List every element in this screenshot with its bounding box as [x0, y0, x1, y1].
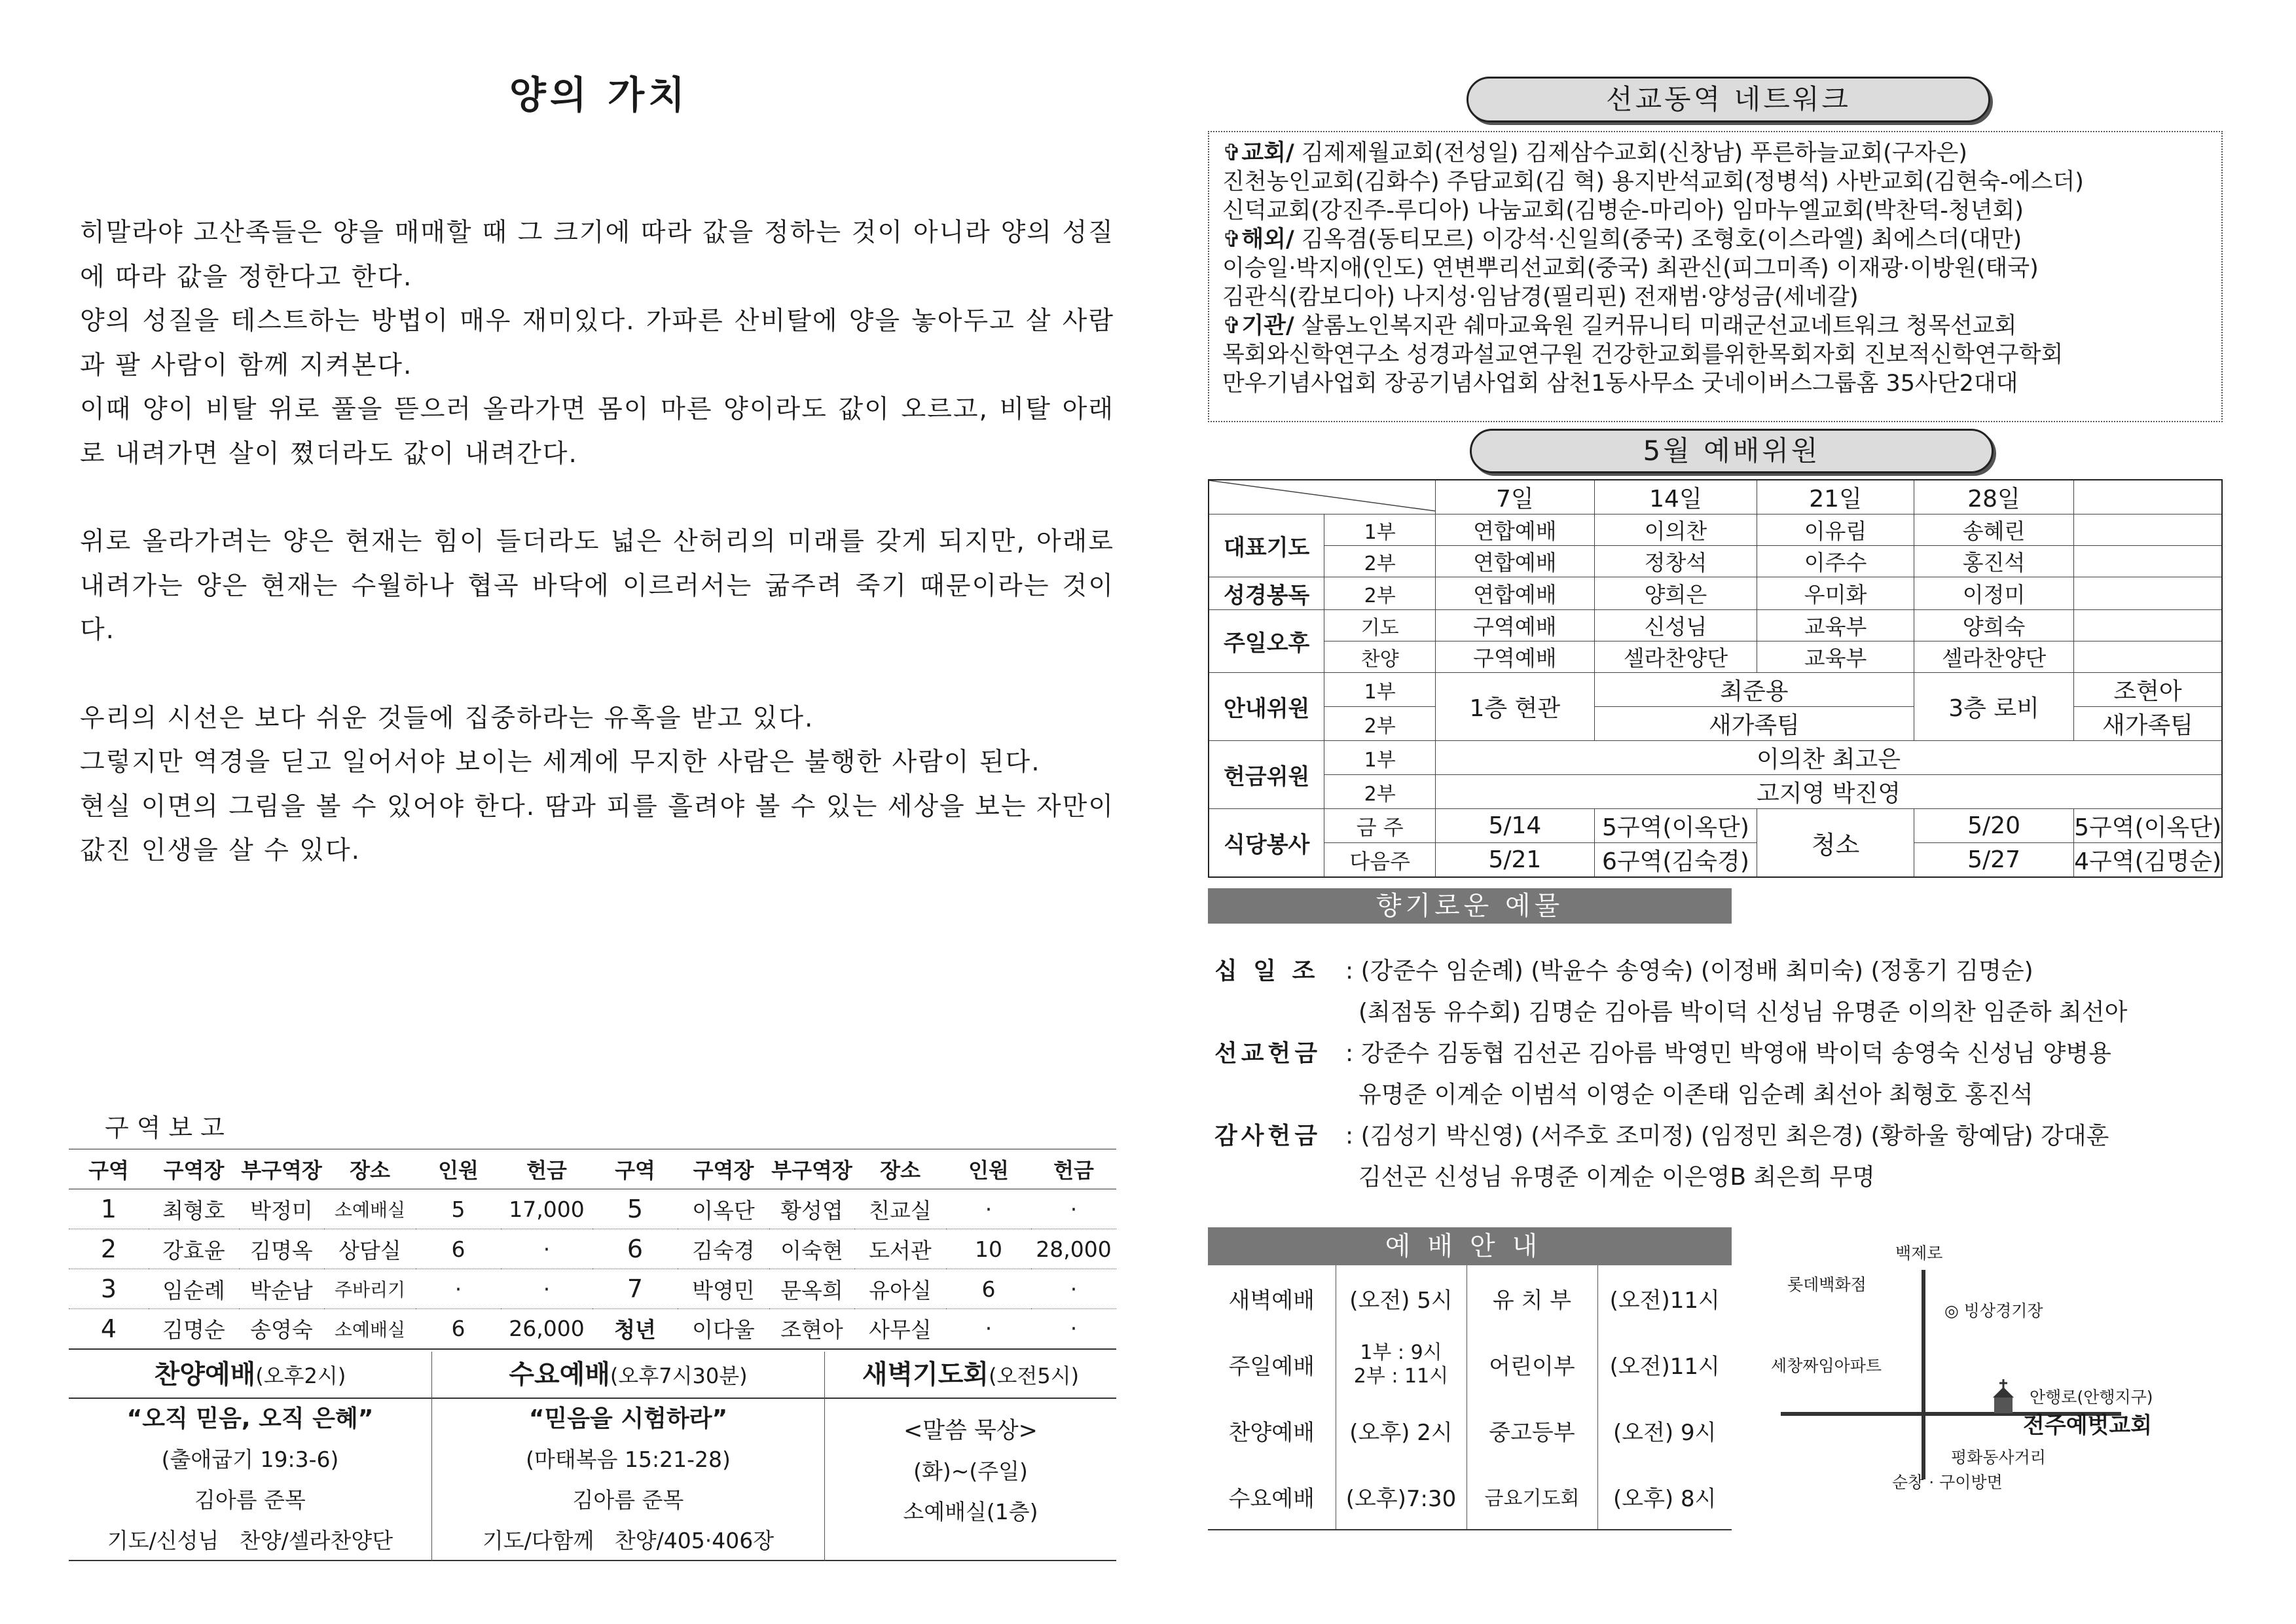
row-label: 안내위원	[1209, 673, 1324, 741]
table-row	[1209, 546, 2222, 577]
dawn-days: (화)~(주일)	[913, 1458, 1028, 1484]
table-row	[69, 1269, 1116, 1309]
network-text: 김옥겸(동티모르) 이강석·신일희(중국) 조형호(이스라엘) 최에스더(대만)	[1294, 226, 2022, 253]
table-cell: 소예배실	[324, 1189, 416, 1229]
table-cell: 6	[416, 1309, 501, 1349]
date-header-row	[1209, 480, 2222, 514]
location-map	[1755, 1240, 2232, 1528]
table-cell: 홍진석	[1914, 546, 2074, 577]
table-cell: 5구역(이옥단)	[1594, 809, 1757, 843]
table-cell: 어린이부	[1467, 1331, 1597, 1398]
table-cell: 이의찬	[1594, 514, 1757, 546]
network-title: 선교동역 네트워크	[1467, 77, 1990, 122]
table-row	[1208, 1331, 1732, 1398]
network-line	[1222, 369, 2208, 398]
table-cell: 황성엽	[769, 1189, 854, 1229]
table-row	[1209, 741, 2222, 775]
table-cell: 4구역(김명순)	[2074, 843, 2222, 878]
essay-paragraph: 이때 양이 비탈 위로 풀을 뜯으러 올라가면 몸이 마른 양이라도 값이 오르고, 비탈 아래로 내려가면 살이 쪘더라도 값이 내려간다.	[80, 395, 1114, 469]
map-label-lotte: 롯데백화점	[1787, 1275, 1867, 1294]
network-line	[1222, 196, 2208, 225]
sub-label: 1부	[1324, 741, 1436, 775]
table-cell: 김숙경	[678, 1229, 769, 1269]
table-cell: 연합예배	[1436, 514, 1595, 546]
table-cell: 6	[946, 1269, 1031, 1309]
table-cell: 5/21	[1436, 843, 1595, 878]
praise-service-time: (오후2시)	[255, 1363, 346, 1388]
essay-paragraph: 위로 올라가려는 양은 현재는 힘이 들더라도 넓은 산허리의 미래를 갖게 되지만, 아래로 내려가는 양은 현재는 수월하나 협곡 바닥에 이르러서는 굶주려 죽기 때문이라는 것이다.	[80, 527, 1114, 645]
column-header: 장소	[854, 1149, 946, 1189]
table-cell: 이숙현	[769, 1229, 854, 1269]
table-cell: 수요예배	[1208, 1464, 1336, 1530]
network-category: ✞교회/	[1222, 140, 1294, 166]
row-label: 헌금위원	[1209, 741, 1324, 809]
district-report-table	[69, 1149, 1116, 1350]
network-category: ✞기관/	[1222, 313, 1294, 339]
table-cell: 청소	[1757, 809, 1914, 878]
sub-label: 찬양	[1324, 641, 1436, 673]
dawn-theme: <말씀 묵상>	[903, 1418, 1038, 1444]
table-cell: 최형호	[149, 1189, 239, 1229]
network-line	[1222, 254, 2208, 283]
table-cell: 새가족팀	[1594, 707, 1914, 741]
gift-names: 김선곤 신성님 유명준 이계순 이은영B 최은희 무명	[1358, 1164, 1875, 1191]
praise-theme: “오직 믿음, 오직 은혜”	[126, 1405, 374, 1432]
table-row	[69, 1309, 1116, 1349]
table-cell: ·	[1031, 1269, 1116, 1309]
table-cell: 송혜린	[1914, 514, 2074, 546]
network-list	[1208, 131, 2223, 422]
table-cell: 구역예배	[1436, 641, 1595, 673]
table-cell: 2	[69, 1229, 149, 1269]
table-cell	[2074, 514, 2222, 546]
table-cell: (오후) 8시	[1613, 1485, 1717, 1512]
table-cell: ·	[1031, 1309, 1116, 1349]
table-cell: 6	[416, 1229, 501, 1269]
gift-line	[1214, 950, 2236, 992]
table-cell: 교육부	[1757, 641, 1914, 673]
table-cell: 셀라찬양단	[1594, 641, 1757, 673]
worship-committee-table	[1208, 479, 2223, 878]
column-header: 장소	[324, 1149, 416, 1189]
table-cell	[2074, 641, 2222, 673]
column-header: 부구역장	[769, 1149, 854, 1189]
network-text: 진천농인교회(김화수) 주담교회(김 혁) 용지반석교회(정병석) 사반교회(김현숙-에스더)	[1222, 169, 2084, 195]
sub-label: 1부	[1324, 673, 1436, 707]
table-cell: (오전)11시	[1609, 1288, 1720, 1314]
table-row	[1209, 610, 2222, 641]
corner-cell	[1209, 480, 1436, 514]
map-label-baekje: 백제로	[1895, 1244, 1943, 1263]
table-cell: ·	[501, 1229, 592, 1269]
column-header: 인원	[416, 1149, 501, 1189]
gifts-title: 향기로운 예물	[1208, 888, 1732, 924]
table-row	[69, 1229, 1116, 1269]
dawn-service-time: (오전5시)	[989, 1363, 1080, 1388]
table-cell: 셀라찬양단	[1914, 641, 2074, 673]
table-cell: 유 치 부	[1467, 1265, 1597, 1331]
wednesday-preacher: 김아름 준목	[572, 1487, 684, 1513]
table-cell: 주바리기	[324, 1269, 416, 1309]
map-label-sunchang: 순창 · 구이방면	[1892, 1473, 2003, 1492]
district-report-title: 구역보고	[105, 1113, 232, 1142]
table-cell: 5/27	[1914, 843, 2074, 878]
network-text: 김제제월교회(전성일) 김제삼수교회(신창남) 푸른하늘교회(구자은)	[1294, 140, 1967, 166]
network-line	[1222, 283, 2208, 312]
table-cell: 3	[69, 1269, 149, 1309]
network-text: 이승일·박지애(인도) 연변뿌리선교회(중국) 최관신(피그미족) 이재광·이방원(태국)	[1222, 255, 2039, 281]
wednesday-service-header	[432, 1352, 824, 1399]
table-cell: 이의찬 최고은	[1436, 741, 2222, 775]
essay-body	[80, 211, 1114, 873]
table-cell: 정창석	[1594, 546, 1757, 577]
table-cell: 박영민	[678, 1269, 769, 1309]
wednesday-scripture: (마태복음 15:21-28)	[526, 1447, 731, 1472]
table-cell: 4	[69, 1309, 149, 1349]
map-label-pyeonghwa: 평화동사거리	[1951, 1448, 2046, 1467]
table-cell: 김명옥	[239, 1229, 324, 1269]
church-icon	[1990, 1379, 2016, 1413]
praise-service	[69, 1352, 432, 1561]
wednesday-roles: 기도/다함께 찬양/405·406장	[482, 1528, 774, 1553]
table-cell: 10	[946, 1229, 1031, 1269]
worship-committee-title: 5월 예배위원	[1470, 429, 1994, 473]
circle-icon: ◎	[1944, 1301, 1964, 1320]
column-header: 헌금	[1031, 1149, 1116, 1189]
praise-roles: 기도/신성님 찬양/셀라찬양단	[107, 1528, 393, 1553]
gift-line	[1214, 1115, 2236, 1157]
essay-paragraph: 그렇지만 역경을 딛고 일어서야 보이는 세계에 무지한 사람은 불행한 사람이 된다.	[80, 748, 1041, 777]
table-cell: (오후) 2시	[1336, 1398, 1467, 1464]
table-cell: 강효윤	[149, 1229, 239, 1269]
table-cell: 문옥희	[769, 1269, 854, 1309]
table-cell: 교육부	[1757, 610, 1914, 641]
gift-names: 유명준 이계순 이범석 이영순 이존태 임순례 최선아 최형호 홍진석	[1358, 1081, 2033, 1108]
dawn-place: 소예배실(1층)	[903, 1499, 1038, 1525]
table-cell: 송영숙	[239, 1309, 324, 1349]
essay-title: 양의 가치	[509, 73, 689, 117]
diagonal-line-icon	[1209, 480, 1436, 512]
wednesday-service	[432, 1352, 825, 1561]
table-cell: 신성님	[1594, 610, 1757, 641]
table-cell: 박순남	[239, 1269, 324, 1309]
table-cell: 김명순	[149, 1309, 239, 1349]
network-text: 만우기념사업회 장공기념사업회 삼천1동사무소 굿네이버스그룹홈 35사단2대대	[1222, 370, 2018, 397]
date-header	[2074, 480, 2222, 514]
road-vertical	[1922, 1270, 1925, 1479]
table-cell: 6구역(김숙경)	[1594, 843, 1757, 878]
network-text: 목회와신학연구소 성경과설교연구원 건강한교회를위한목회자회 진보적신학연구학회	[1222, 342, 2064, 368]
table-cell: 28,000	[1031, 1229, 1116, 1269]
sub-label: 2부	[1324, 577, 1436, 610]
table-cell: 조현아	[2074, 673, 2222, 707]
table-cell: 도서관	[854, 1229, 946, 1269]
column-header: 구역장	[149, 1149, 239, 1189]
wednesday-service-time: (오후7시30분)	[610, 1363, 748, 1388]
table-cell	[2074, 610, 2222, 641]
column-header: 구역장	[678, 1149, 769, 1189]
gift-names: : (김성기 박신영) (서주호 조미정) (임정민 최은경) (황하울 항예담) 강대훈	[1345, 1123, 2109, 1149]
network-text: 김관식(캄보디아) 나지성·임남경(필리핀) 전재범·양성금(세네갈)	[1222, 284, 1859, 310]
sub-label: 1부	[1324, 514, 1436, 546]
wednesday-service-title: 수요예배	[509, 1360, 610, 1390]
gift-names: (최점동 유수회) 김명순 김아름 박이덕 신성님 유명준 이의찬 임준하 최선아	[1358, 999, 2128, 1026]
network-text: 신덕교회(강진주-루디아) 나눔교회(김병순-마리아) 임마누엘교회(박찬덕-청년회)	[1222, 198, 2024, 224]
district-header-row	[69, 1149, 1116, 1189]
services-section	[69, 1352, 1116, 1561]
gift-names: : 강준수 김동협 김선곤 김아름 박영민 박영애 박이덕 송영숙 신성님 양병용	[1345, 1040, 2111, 1067]
row-label: 주일오후	[1209, 610, 1324, 673]
table-cell: 이옥단	[678, 1189, 769, 1229]
table-row	[1208, 1265, 1732, 1331]
row-label: 식당봉사	[1209, 809, 1324, 878]
table-cell: 연합예배	[1436, 546, 1595, 577]
row-label: 성경봉독	[1209, 577, 1324, 610]
table-cell: 17,000	[501, 1189, 592, 1229]
table-cell: 청년	[592, 1309, 678, 1349]
table-cell: 이다울	[678, 1309, 769, 1349]
table-cell: 이유림	[1757, 514, 1914, 546]
gift-label: 선교헌금	[1214, 1040, 1322, 1067]
table-row	[1208, 1398, 1732, 1464]
table-cell: ·	[501, 1269, 592, 1309]
table-cell: 새벽예배	[1208, 1265, 1336, 1331]
dawn-service-title: 새벽기도회	[862, 1360, 989, 1390]
table-cell: 사무실	[854, 1309, 946, 1349]
table-cell: 1	[69, 1189, 149, 1229]
time-line: 2부 : 11시	[1353, 1364, 1449, 1388]
table-cell: 임순례	[149, 1269, 239, 1309]
table-row	[1209, 673, 2222, 707]
table-cell: 고지영 박진영	[1436, 775, 2222, 809]
gift-line	[1214, 1033, 2236, 1074]
table-cell: 이정미	[1914, 577, 2074, 610]
table-cell: 주일예배	[1208, 1331, 1336, 1398]
table-cell: 금요기도회	[1467, 1464, 1597, 1530]
table-cell: 연합예배	[1436, 577, 1595, 610]
map-label-ice-rink: ◎ 빙상경기장	[1944, 1301, 2043, 1320]
time-line: 1부 : 9시	[1360, 1341, 1442, 1364]
map-label-apartment: 세창짜임아파트	[1771, 1356, 1882, 1375]
table-row	[1209, 809, 2222, 843]
network-line	[1222, 139, 2208, 168]
network-text: 살롬노인복지관 쉐마교육원 길커뮤니티 미래군선교네트워크 청목선교회	[1294, 313, 2017, 339]
network-line	[1222, 225, 2208, 254]
worship-guide-table	[1208, 1265, 1732, 1530]
essay-paragraph: 히말라야 고산족들은 양을 매매할 때 그 크기에 따라 값을 정하는 것이 아니라 양의 성질에 따라 값을 정한다고 한다.	[80, 218, 1114, 292]
table-cell: (오후)7:30	[1336, 1464, 1467, 1530]
sub-label: 2부	[1324, 775, 1436, 809]
table-cell: 친교실	[854, 1189, 946, 1229]
table-cell	[2074, 577, 2222, 610]
table-cell: ·	[416, 1269, 501, 1309]
date-header: 21일	[1757, 480, 1914, 514]
table-cell: 5/20	[1914, 809, 2074, 843]
table-row	[1209, 775, 2222, 809]
sub-label: 2부	[1324, 546, 1436, 577]
table-cell: 박정미	[239, 1189, 324, 1229]
table-cell: 양희은	[1594, 577, 1757, 610]
network-line	[1222, 168, 2208, 196]
table-cell: ·	[946, 1309, 1031, 1349]
table-cell: 우미화	[1757, 577, 1914, 610]
table-cell: 이주수	[1757, 546, 1914, 577]
sub-label: 다음주	[1324, 843, 1436, 878]
table-cell: (오전) 5시	[1336, 1265, 1467, 1331]
table-cell: 상담실	[324, 1229, 416, 1269]
table-cell: 중고등부	[1467, 1398, 1597, 1464]
table-cell: 유아실	[854, 1269, 946, 1309]
praise-service-title: 찬양예배	[154, 1360, 256, 1390]
table-cell: 소예배실	[324, 1309, 416, 1349]
table-cell: 26,000	[501, 1309, 592, 1349]
essay-paragraph: 우리의 시선은 보다 쉬운 것들에 집중하라는 유혹을 받고 있다.	[80, 703, 814, 733]
dawn-service-header	[825, 1352, 1116, 1399]
gift-label: 감사헌금	[1214, 1123, 1322, 1149]
table-cell: 5	[416, 1189, 501, 1229]
table-cell: 3층 로비	[1914, 673, 2074, 741]
table-row	[1209, 514, 2222, 546]
wednesday-theme: “믿음을 시험하라”	[528, 1405, 728, 1432]
table-cell: (오전)11시	[1609, 1354, 1720, 1380]
date-header: 7일	[1436, 480, 1595, 514]
column-header: 인원	[946, 1149, 1031, 1189]
praise-service-header	[69, 1352, 431, 1399]
table-cell: 7	[592, 1269, 678, 1309]
table-cell: 구역예배	[1436, 610, 1595, 641]
sub-label: 금 주	[1324, 809, 1436, 843]
network-category: ✞해외/	[1222, 226, 1294, 253]
table-row	[1209, 577, 2222, 610]
network-line	[1222, 340, 2208, 369]
gift-names: : (강준수 임순례) (박윤수 송영숙) (이정배 최미숙) (정홍기 김명순)	[1345, 958, 2033, 984]
dawn-service	[825, 1352, 1116, 1561]
sub-label: 기도	[1324, 610, 1436, 641]
table-cell: 6	[592, 1229, 678, 1269]
network-line	[1222, 312, 2208, 340]
table-cell: 1층 현관	[1436, 673, 1595, 741]
map-label-anhaeng: 안행로(안행지구)	[2030, 1388, 2153, 1407]
table-cell	[1336, 1331, 1467, 1398]
table-row	[69, 1189, 1116, 1229]
table-cell: ·	[946, 1189, 1031, 1229]
column-header: 부구역장	[239, 1149, 324, 1189]
date-header: 28일	[1914, 480, 2074, 514]
table-cell: 5	[592, 1189, 678, 1229]
gifts-list	[1214, 950, 2236, 1198]
praise-preacher: 김아름 준목	[194, 1487, 306, 1513]
table-cell: 최준용	[1594, 673, 1914, 707]
column-header: 헌금	[501, 1149, 592, 1189]
table-row	[1209, 843, 2222, 878]
table-cell: (오전) 9시	[1613, 1420, 1717, 1446]
table-cell	[2074, 546, 2222, 577]
row-label: 대표기도	[1209, 514, 1324, 577]
date-header: 14일	[1594, 480, 1757, 514]
table-cell: ·	[1031, 1189, 1116, 1229]
worship-guide-title: 예배안내	[1208, 1227, 1732, 1265]
table-cell: 새가족팀	[2074, 707, 2222, 741]
essay-paragraph: 현실 이면의 그림을 볼 수 있어야 한다. 땀과 피를 흘려야 볼 수 있는 세상을 보는 자만이 값진 인생을 살 수 있다.	[80, 791, 1114, 865]
map-label-church: 전주예벗교회	[2023, 1413, 2153, 1439]
table-row	[1209, 641, 2222, 673]
column-header: 구역	[592, 1149, 678, 1189]
table-row	[1208, 1464, 1732, 1530]
table-cell: 조현아	[769, 1309, 854, 1349]
sub-label: 2부	[1324, 707, 1436, 741]
column-header: 구역	[69, 1149, 149, 1189]
table-cell: 양희숙	[1914, 610, 2074, 641]
essay-paragraph: 양의 성질을 테스트하는 방법이 매우 재미있다. 가파른 산비탈에 양을 놓아두고 살 사람과 팔 사람이 함께 지켜본다.	[80, 306, 1114, 380]
praise-scripture: (출애굽기 19:3-6)	[161, 1447, 339, 1472]
table-cell: 5구역(이옥단)	[2074, 809, 2222, 843]
table-cell: 5/14	[1436, 809, 1595, 843]
gift-label: 십 일 조	[1214, 958, 1319, 984]
table-cell: 찬양예배	[1208, 1398, 1336, 1464]
